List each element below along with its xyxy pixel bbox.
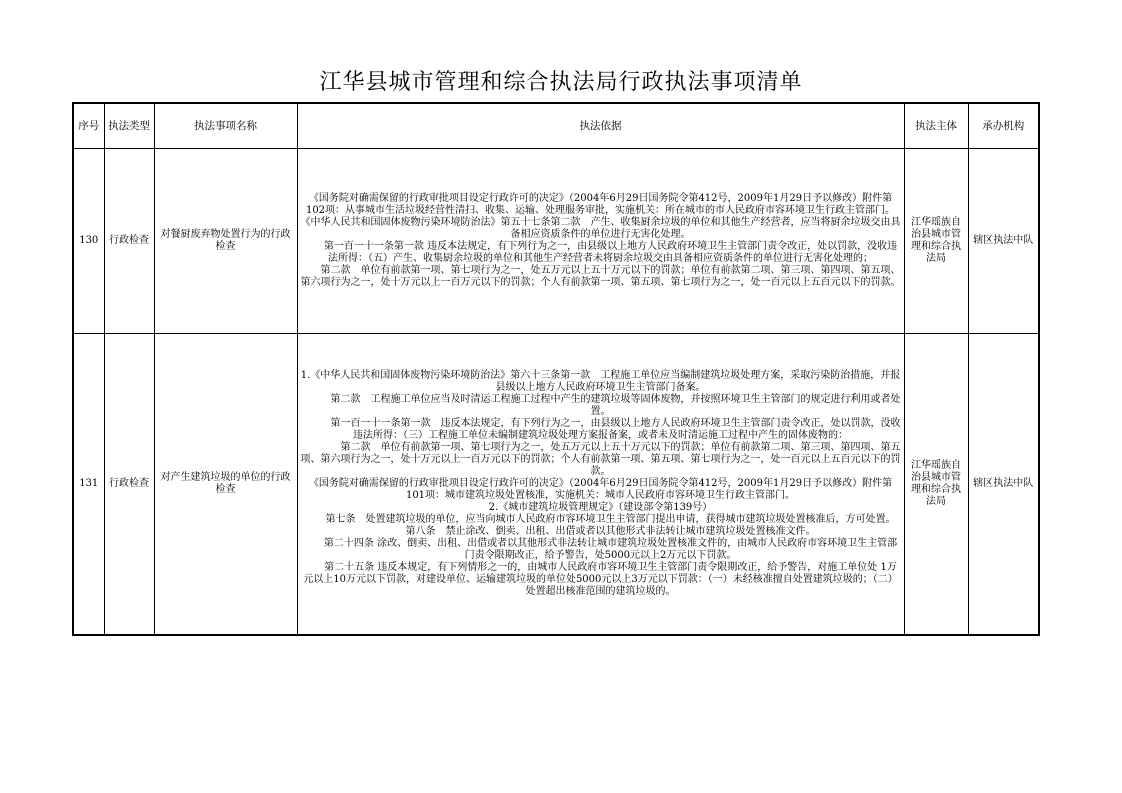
basis-paragraph: 第二十四条 涂改、倒卖、出租、出借或者以其他形式非法转让城市建筑垃圾处置核准文件的，由城市人民政府市容环境卫生主管部门责令限期改正，给予警告，处5000元以上2万元以下罚款。 — [303, 537, 898, 561]
basis-paragraph: 《中华人民共和国固体废物污染环境防治法》第五十七条第二款 产生、收集厨余垃圾的单位和其他生产经营者，应当将厨余垃圾交由具备相应资质条件的单位进行无害化处理。 — [300, 216, 901, 240]
cell-agency: 辖区执法中队 — [968, 333, 1039, 635]
cell-type: 行政检查 — [104, 148, 154, 333]
basis-paragraph: 第一百一十一条第一款 违反本法规定，有下列行为之一，由县级以上地方人民政府环境卫生主管部门责令改正，处以罚款，没收违法所得：（五）产生、收集厨余垃圾的单位和其他生产经营者未将厨余垃圾交由具备相应资质条件的单位进行无害化处理的； — [303, 240, 898, 264]
header-name: 执法事项名称 — [154, 103, 297, 148]
cell-legal-basis — [297, 148, 904, 333]
table-row — [73, 333, 1039, 635]
cell-subject: 江华瑶族自治县城市管理和综合执法局 — [904, 333, 968, 635]
enforcement-items-table — [72, 102, 1040, 636]
cell-agency: 辖区执法中队 — [968, 148, 1039, 333]
table-header-row — [73, 103, 1039, 148]
table-row — [73, 148, 1039, 333]
cell-type: 行政检查 — [104, 333, 154, 635]
basis-paragraph: 第一百一十一条第一款 违反本法规定，有下列行为之一，由县级以上地方人民政府环境卫生主管部门责令改正，处以罚款，没收违法所得：（三）工程施工单位未编制建筑垃圾处理方案报备案，或者未及时清运施工过程中产生的固体废物的： — [300, 417, 901, 441]
basis-paragraph: 第二款 单位有前款第一项、第七项行为之一，处五万元以上五十万元以下的罚款；单位有前款第二项、第三项、第四项、第五项、第六项行为之一，处十万元以上一百万元以下的罚款；个人有前款第一项、第五项、第七项行为之一，处一百元以上五百元以下的罚款。 — [300, 441, 901, 477]
basis-paragraph: 2.《城市建筑垃圾管理规定》（建设部令第139号） — [488, 501, 713, 513]
basis-paragraph: 第二十五条 违反本规定，有下列情形之一的，由城市人民政府市容环境卫生主管部门责令限期改正，给予警告，对施工单位处 1万元以上10万元以下罚款，对建设单位、运输建筑垃圾的单位处5000元以上3万元以下罚款：（一）未经核准擅自处置建筑垃圾的；（二）处置超出核准范围的建筑垃圾的。 — [303, 561, 898, 597]
basis-paragraph: 第七条 处置建筑垃圾的单位，应当向城市人民政府市容环境卫生主管部门提出申请，获得城市建筑垃圾处置核准后，方可处置。 — [305, 513, 896, 525]
page-title: 江华县城市管理和综合执法局行政执法事项清单 — [319, 70, 803, 95]
header-type: 执法类型 — [104, 103, 154, 148]
basis-paragraph: 第二款 单位有前款第一项、第七项行为之一，处五万元以上五十万元以下的罚款；单位有前款第二项、第三项、第四项、第五项、第六项行为之一，处十万元以上一百万元以下的罚款；个人有前款第一项、第五项、第七项行为之一，处一百元以上五百元以下的罚款。 — [300, 264, 901, 288]
basis-paragraph: 《国务院对确需保留的行政审批项目设定行政许可的决定》（2004年6月29日国务院令第412号，2009年1月29日予以修改）附件第101项：城市建筑垃圾处置核准，实施机关：城市人民政府市容环境卫生行政主管部门。 — [308, 477, 893, 501]
basis-paragraph: 第八条 禁止涂改、倒卖、出租、出借或者以其他形式非法转让城市建筑垃圾处置核准文件。 — [385, 525, 816, 537]
cell-item-name: 对产生建筑垃圾的单位的行政检查 — [154, 333, 297, 635]
cell-seq: 131 — [73, 333, 104, 635]
header-basis: 执法依据 — [297, 103, 904, 148]
header-subject: 执法主体 — [904, 103, 968, 148]
header-seq: 序号 — [73, 103, 104, 148]
basis-paragraph: 第二款 工程施工单位应当及时清运工程施工过程中产生的建筑垃圾等固体废物，并按照环境卫生主管部门的规定进行利用或者处置。 — [300, 393, 901, 417]
basis-paragraph: 1.《中华人民共和国固体废物污染环境防治法》第六十三条第一款 工程施工单位应当编制建筑垃圾处理方案，采取污染防治措施，并报县级以上地方人民政府环境卫生主管部门备案。 — [300, 369, 901, 393]
basis-paragraph: 《国务院对确需保留的行政审批项目设定行政许可的决定》（2004年6月29日国务院令第412号，2009年1月29日予以修改）附件第102项：从事城市生活垃圾经营性清扫、收集、运输、处理服务审批，实施机关：所在城市的市人民政府市容环境卫生行政主管部门。 — [305, 192, 896, 216]
cell-seq: 130 — [73, 148, 104, 333]
header-agency: 承办机构 — [968, 103, 1039, 148]
cell-item-name: 对餐厨废弃物处置行为的行政检查 — [154, 148, 297, 333]
cell-legal-basis — [297, 333, 904, 635]
cell-subject: 江华瑶族自治县城市管理和综合执法局 — [904, 148, 968, 333]
